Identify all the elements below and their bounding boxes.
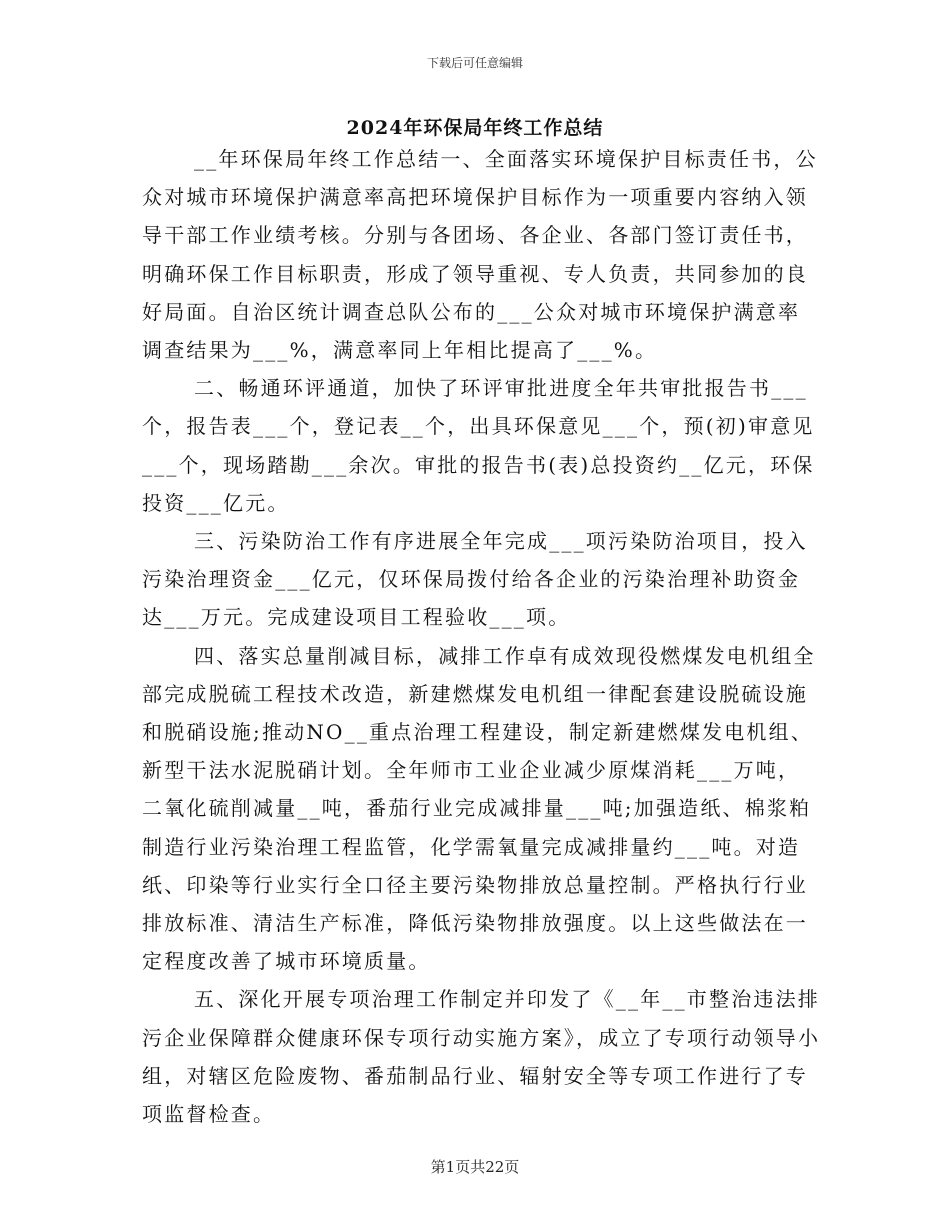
document-body <box>142 140 822 1133</box>
document-title: 2024年环保局年终工作总结 <box>346 117 604 139</box>
paragraph-1: __年环保局年终工作总结一、全面落实环境保护目标责任书，公众对城市环境保护满意率高把环境保护目标作为一项重要内容纳入领导干部工作业绩考核。分别与各团场、各企业、各部门签订责任书，明确环保工作目标职责，形成了领导重视、专人负责，共同参加的良好局面。自治区统计调查总队公布的___公众对城市环境保护满意率调查结果为___%，满意率同上年相比提高了___%。 <box>142 147 818 363</box>
paragraph-5: 五、深化开展专项治理工作制定并印发了《__年__市整治违法排污企业保障群众健康环保专项行动实施方案》，成立了专项行动领导小组，对辖区危险废物、番茄制品行业、辐射安全等专项工作进行了专项监督检查。 <box>142 987 821 1127</box>
paragraph-4: 四、落实总量削减目标，减排工作卓有成效现役燃煤发电机组全部完成脱硫工程技术改造，新建燃煤发电机组一律配套建设脱硫设施和脱硝设施;推动NO__重点治理工程建设，制定新建燃煤发电机组、新型干法水泥脱硝计划。全年师市工业企业减少原煤消耗___万吨，二氧化硫削减量__吨，番茄行业完成减排量___吨;加强造纸、棉浆粕制造行业污染治理工程监管，化学需氧量完成减排量约___吨。对造纸、印染等行业实行全口径主要污染物排放总量控制。严格执行行业排放标准、清洁生产标准，降低污染物排放强度。以上这些做法在一定程度改善了城市环境质量。 <box>142 643 816 974</box>
paragraph-3: 三、污染防治工作有序进展全年完成___项污染防治项目，投入污染治理资金___亿元，仅环保局拨付给各企业的污染治理补助资金达___万元。完成建设项目工程验收___项。 <box>142 529 808 630</box>
paragraph-2: 二、畅通环评通道，加快了环评审批进度全年共审批报告书___个，报告表___个，登记表__个，出具环保意见___个，预(初)审意见___个，现场踏勘___余次。审批的报告书(表)总投资约__亿元，环保投资___亿元。 <box>142 376 815 515</box>
page-number: 第1页共22页 <box>430 1158 520 1176</box>
page-header-note: 下载后可任意编辑 <box>426 56 523 70</box>
